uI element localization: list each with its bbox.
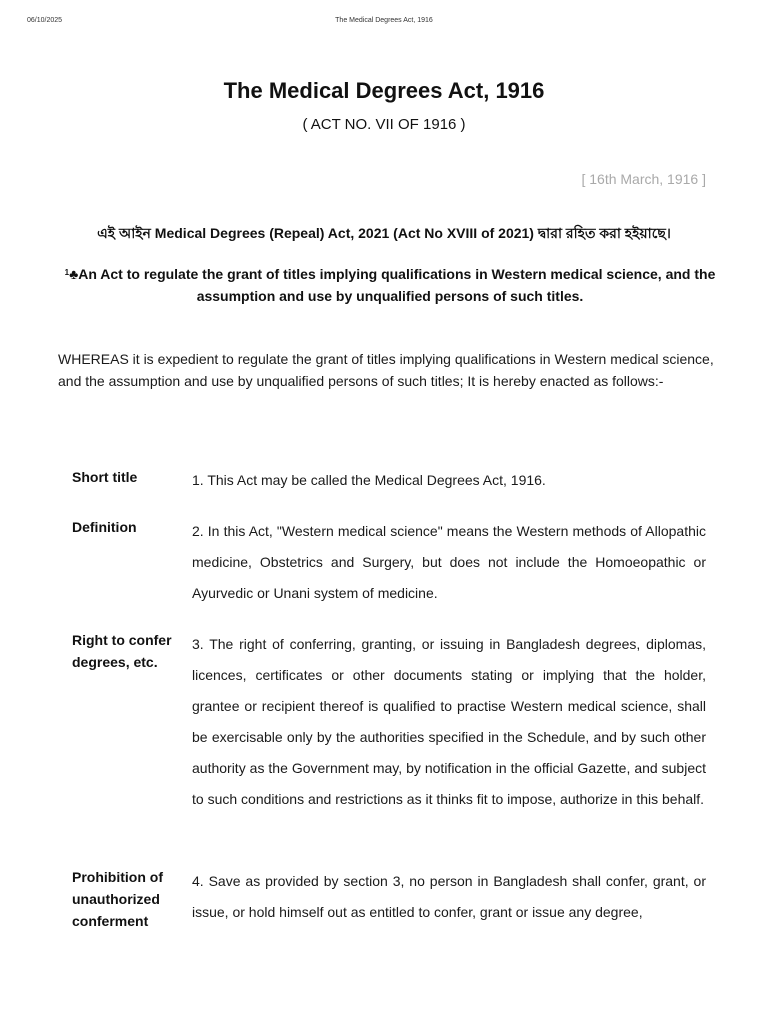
section-text: 4. Save as provided by section 3, no person in Bangladesh shall confer, grant, or issue, or hold himself out as entitled to confer, grant or issue any degree, [192,873,706,920]
section-heading: Right to confer degrees, etc. [72,632,172,670]
print-header-title: The Medical Degrees Act, 1916 [335,17,433,24]
section-heading: Definition [72,519,137,535]
repeal-note: এই আইন Medical Degrees (Repeal) Act, 2021 (Act No XVIII of 2021) দ্বারা রহিত করা হইয়াছে। [97,225,671,241]
act-title: The Medical Degrees Act, 1916 [223,78,545,103]
footnote-marker[interactable]: 1 [64,268,70,277]
section-heading: Prohibition of unauthorized conferment [72,869,163,929]
act-date: [ 16th March, 1916 ] [581,171,706,187]
preamble: WHEREAS it is expedient to regulate the grant of titles implying qualifications in Western medical science, and the assumption and use by unqualified persons of such titles; It is hereby enacted as follows:- [58,351,714,389]
long-title-text: ♣An Act to regulate the grant of titles implying qualifications in Western medical science, and the assumption and use by unqualified persons of such titles. [69,266,716,304]
section-text: 1. This Act may be called the Medical Degrees Act, 1916. [192,472,546,488]
print-header [0,17,768,29]
print-date: 06/10/2025 [27,17,63,24]
section-text: 3. The right of conferring, granting, or issuing in Bangladesh degrees, diplomas, licences, certificates or other documents stating or implying that the holder, grantee or recipient thereof is qualified to practise Western medical science, shall be exercisable only by the authorities specified in the Schedule, and by such other authority as the Government may, by notification in the official Gazette, and subject to such conditions and restrictions as it thinks fit to impose, authorize in this behalf. [192,636,706,807]
section-heading: Short title [72,469,138,485]
long-title [50,263,730,307]
act-number: ( ACT NO. VII OF 1916 ) [302,116,466,133]
section-text: 2. In this Act, "Western medical science" means the Western methods of Allopathic medicine, Obstetrics and Surgery, but does not include the Homoeopathic or Ayurvedic or Unani system of medicine. [192,523,706,601]
